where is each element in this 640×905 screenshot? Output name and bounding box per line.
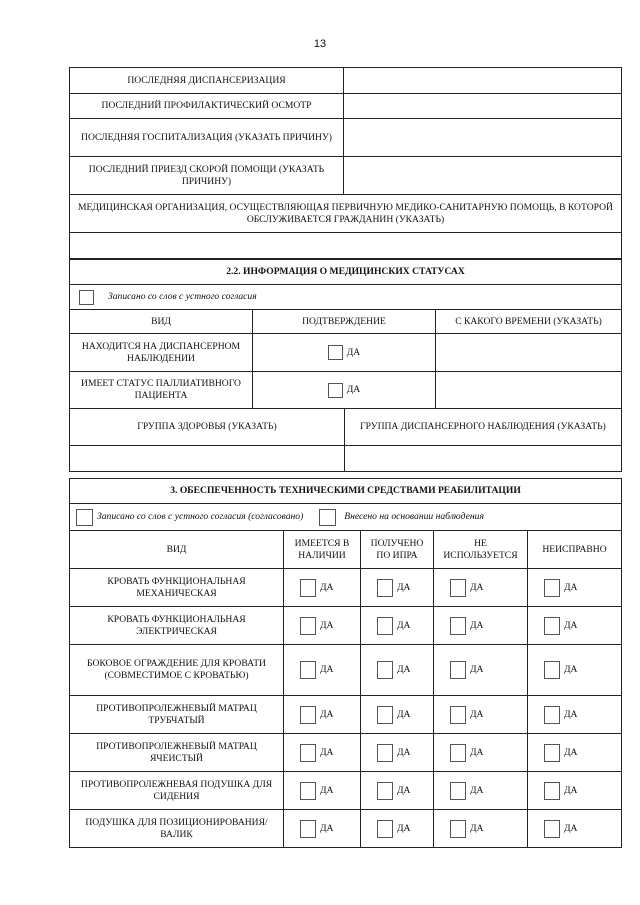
available-yes-label: ДА [320,619,334,631]
rehab-item-row [70,772,622,810]
summary-table [69,67,622,259]
broken-yes-label: ДА [564,581,578,593]
rehab-item-label: КРОВАТЬ ФУНКЦИОНАЛЬНАЯ ЭЛЕКТРИЧЕСКАЯ [70,607,284,645]
broken-yes-label: ДА [564,822,578,834]
consent-label: Записано со слов с устного согласия [108,291,257,302]
rehab-item-label: ПРОТИВОПРОЛЕЖНЕВЫЙ МАТРАЦ ТРУБЧАТЫЙ [70,696,284,734]
not-used-checkbox[interactable] [450,744,466,762]
available-checkbox[interactable] [300,579,316,597]
last-preventive-exam-field[interactable] [344,94,622,119]
received-yes-label: ДА [397,784,411,796]
consent-checkbox[interactable] [79,290,94,305]
last-preventive-exam-label: ПОСЛЕДНИЙ ПРОФИЛАКТИЧЕСКИЙ ОСМОТР [70,94,344,119]
received-yes-label: ДА [397,581,411,593]
dispensary-since-field[interactable] [436,334,622,372]
col-not-used-header: НЕ ИСПОЛЬЗУЕТСЯ [434,531,528,569]
received-yes-label: ДА [397,664,411,675]
not-used-yes-label: ДА [470,746,484,758]
observation-checkbox[interactable] [319,509,336,526]
not-used-checkbox[interactable] [450,661,466,679]
rehab-item-label: ПРОТИВОПРОЛЕЖНЕВАЯ ПОДУШКА ДЛЯ СИДЕНИЯ [70,772,284,810]
available-checkbox[interactable] [300,744,316,762]
health-group-field[interactable] [70,446,345,472]
available-yes-label: ДА [320,708,334,720]
broken-yes-label: ДА [564,619,578,631]
last-ambulance-label: ПОСЛЕДНИЙ ПРИЕЗД СКОРОЙ ПОМОЩИ (УКАЗАТЬ ПРИЧИНУ) [70,157,344,195]
broken-checkbox[interactable] [544,706,560,724]
rehab-item-row [70,810,622,848]
last-checkup-field[interactable] [344,68,622,94]
available-checkbox[interactable] [300,617,316,635]
broken-yes-label: ДА [564,664,578,675]
last-hospitalization-field[interactable] [344,119,622,157]
available-checkbox[interactable] [300,782,316,800]
col-since-header: С КАКОГО ВРЕМЕНИ (УКАЗАТЬ) [436,310,622,334]
received-yes-label: ДА [397,619,411,631]
palliative-yes-label: ДА [346,384,361,395]
received-yes-label: ДА [397,708,411,720]
available-yes-label: ДА [320,822,334,834]
broken-yes-label: ДА [564,708,578,720]
not-used-checkbox[interactable] [450,617,466,635]
broken-checkbox[interactable] [544,782,560,800]
broken-yes-label: ДА [564,746,578,758]
rehab-item-label: ПРОТИВОПРОЛЕЖНЕВЫЙ МАТРАЦ ЯЧЕИСТЫЙ [70,734,284,772]
rehab-item-row [70,734,622,772]
medical-status-table [69,259,622,472]
last-ambulance-field[interactable] [344,157,622,195]
not-used-checkbox[interactable] [450,820,466,838]
not-used-checkbox[interactable] [450,706,466,724]
received-checkbox[interactable] [377,744,393,762]
broken-checkbox[interactable] [544,820,560,838]
rehab-item-label: БОКОВОЕ ОГРАЖДЕНИЕ ДЛЯ КРОВАТИ (СОВМЕСТИМОЕ С КРОВАТЬЮ) [70,645,284,696]
not-used-checkbox[interactable] [450,579,466,597]
dispensary-group-field[interactable] [345,446,622,472]
not-used-yes-label: ДА [470,664,484,675]
broken-checkbox[interactable] [544,579,560,597]
available-yes-label: ДА [320,784,334,796]
received-checkbox[interactable] [377,617,393,635]
medical-organization-label: МЕДИЦИНСКАЯ ОРГАНИЗАЦИЯ, ОСУЩЕСТВЛЯЮЩАЯ ПЕРВИЧНУЮ МЕДИКО-САНИТАРНУЮ ПОМОЩЬ, В КОТОРОЙ ОБСЛУЖИВАЕТСЯ ГРАЖДАНИН (УКАЗАТЬ) [70,195,622,233]
received-checkbox[interactable] [377,579,393,597]
available-yes-label: ДА [320,581,334,593]
dispensary-group-label: ГРУППА ДИСПАНСЕРНОГО НАБЛЮДЕНИЯ (УКАЗАТЬ) [345,409,622,446]
not-used-yes-label: ДА [470,619,484,631]
available-yes-label: ДА [320,746,334,758]
rehab-item-label: КРОВАТЬ ФУНКЦИОНАЛЬНАЯ МЕХАНИЧЕСКАЯ [70,569,284,607]
broken-checkbox[interactable] [544,744,560,762]
col-broken-header: НЕИСПРАВНО [528,531,622,569]
last-checkup-label: ПОСЛЕДНЯЯ ДИСПАНСЕРИЗАЦИЯ [70,68,344,94]
rehab-item-row [70,607,622,645]
broken-yes-label: ДА [564,784,578,796]
received-checkbox[interactable] [377,706,393,724]
rehab-items [70,569,622,848]
rehab-item-label: ПОДУШКА ДЛЯ ПОЗИЦИОНИРОВАНИЯ/ВАЛИК [70,810,284,848]
available-checkbox[interactable] [300,706,316,724]
col-available-header: ИМЕЕТСЯ В НАЛИЧИИ [284,531,361,569]
rehab-item-row [70,645,622,696]
available-checkbox[interactable] [300,661,316,679]
col-kind-header: ВИД [70,310,253,334]
not-used-yes-label: ДА [470,784,484,796]
available-checkbox[interactable] [300,820,316,838]
available-yes-label: ДА [320,664,334,675]
dispensary-observation-label: НАХОДИТСЯ НА ДИСПАНСЕРНОМ НАБЛЮДЕНИИ [70,334,253,372]
received-yes-label: ДА [397,822,411,834]
observation-label: Внесено на основании наблюдения [344,511,484,522]
palliative-status-label: ИМЕЕТ СТАТУС ПАЛЛИАТИВНОГО ПАЦИЕНТА [70,372,253,409]
palliative-yes-checkbox[interactable] [328,383,343,398]
medical-organization-field[interactable] [70,233,622,259]
broken-checkbox[interactable] [544,617,560,635]
last-hospitalization-label: ПОСЛЕДНЯЯ ГОСПИТАЛИЗАЦИЯ (УКАЗАТЬ ПРИЧИНУ) [70,119,344,157]
not-used-yes-label: ДА [470,581,484,593]
received-checkbox[interactable] [377,782,393,800]
palliative-since-field[interactable] [436,372,622,409]
rehab-means-table [69,478,622,848]
col-confirm-header: ПОДТВЕРЖДЕНИЕ [253,310,436,334]
col-received-header: ПОЛУЧЕНО ПО ИПРА [361,531,434,569]
rehab-item-row [70,569,622,607]
section-3-title: 3. ОБЕСПЕЧЕННОСТЬ ТЕХНИЧЕСКИМИ СРЕДСТВАМИ РЕАБИЛИТАЦИИ [70,479,622,504]
not-used-yes-label: ДА [470,708,484,720]
col-kind-header: ВИД [70,531,284,569]
section-2-2-title: 2.2. ИНФОРМАЦИЯ О МЕДИЦИНСКИХ СТАТУСАХ [70,260,622,285]
dispensary-yes-checkbox[interactable] [328,345,343,360]
received-checkbox[interactable] [377,820,393,838]
consent-agreed-checkbox[interactable] [76,509,93,526]
not-used-checkbox[interactable] [450,782,466,800]
page-number: 13 [313,38,327,50]
rehab-item-row [70,696,622,734]
received-yes-label: ДА [397,746,411,758]
received-checkbox[interactable] [377,661,393,679]
dispensary-yes-label: ДА [346,346,361,358]
consent-agreed-label: Записано со слов с устного согласия (согласовано) [97,511,304,522]
health-group-label: ГРУППА ЗДОРОВЬЯ (УКАЗАТЬ) [70,409,345,446]
broken-checkbox[interactable] [544,661,560,679]
not-used-yes-label: ДА [470,822,484,834]
